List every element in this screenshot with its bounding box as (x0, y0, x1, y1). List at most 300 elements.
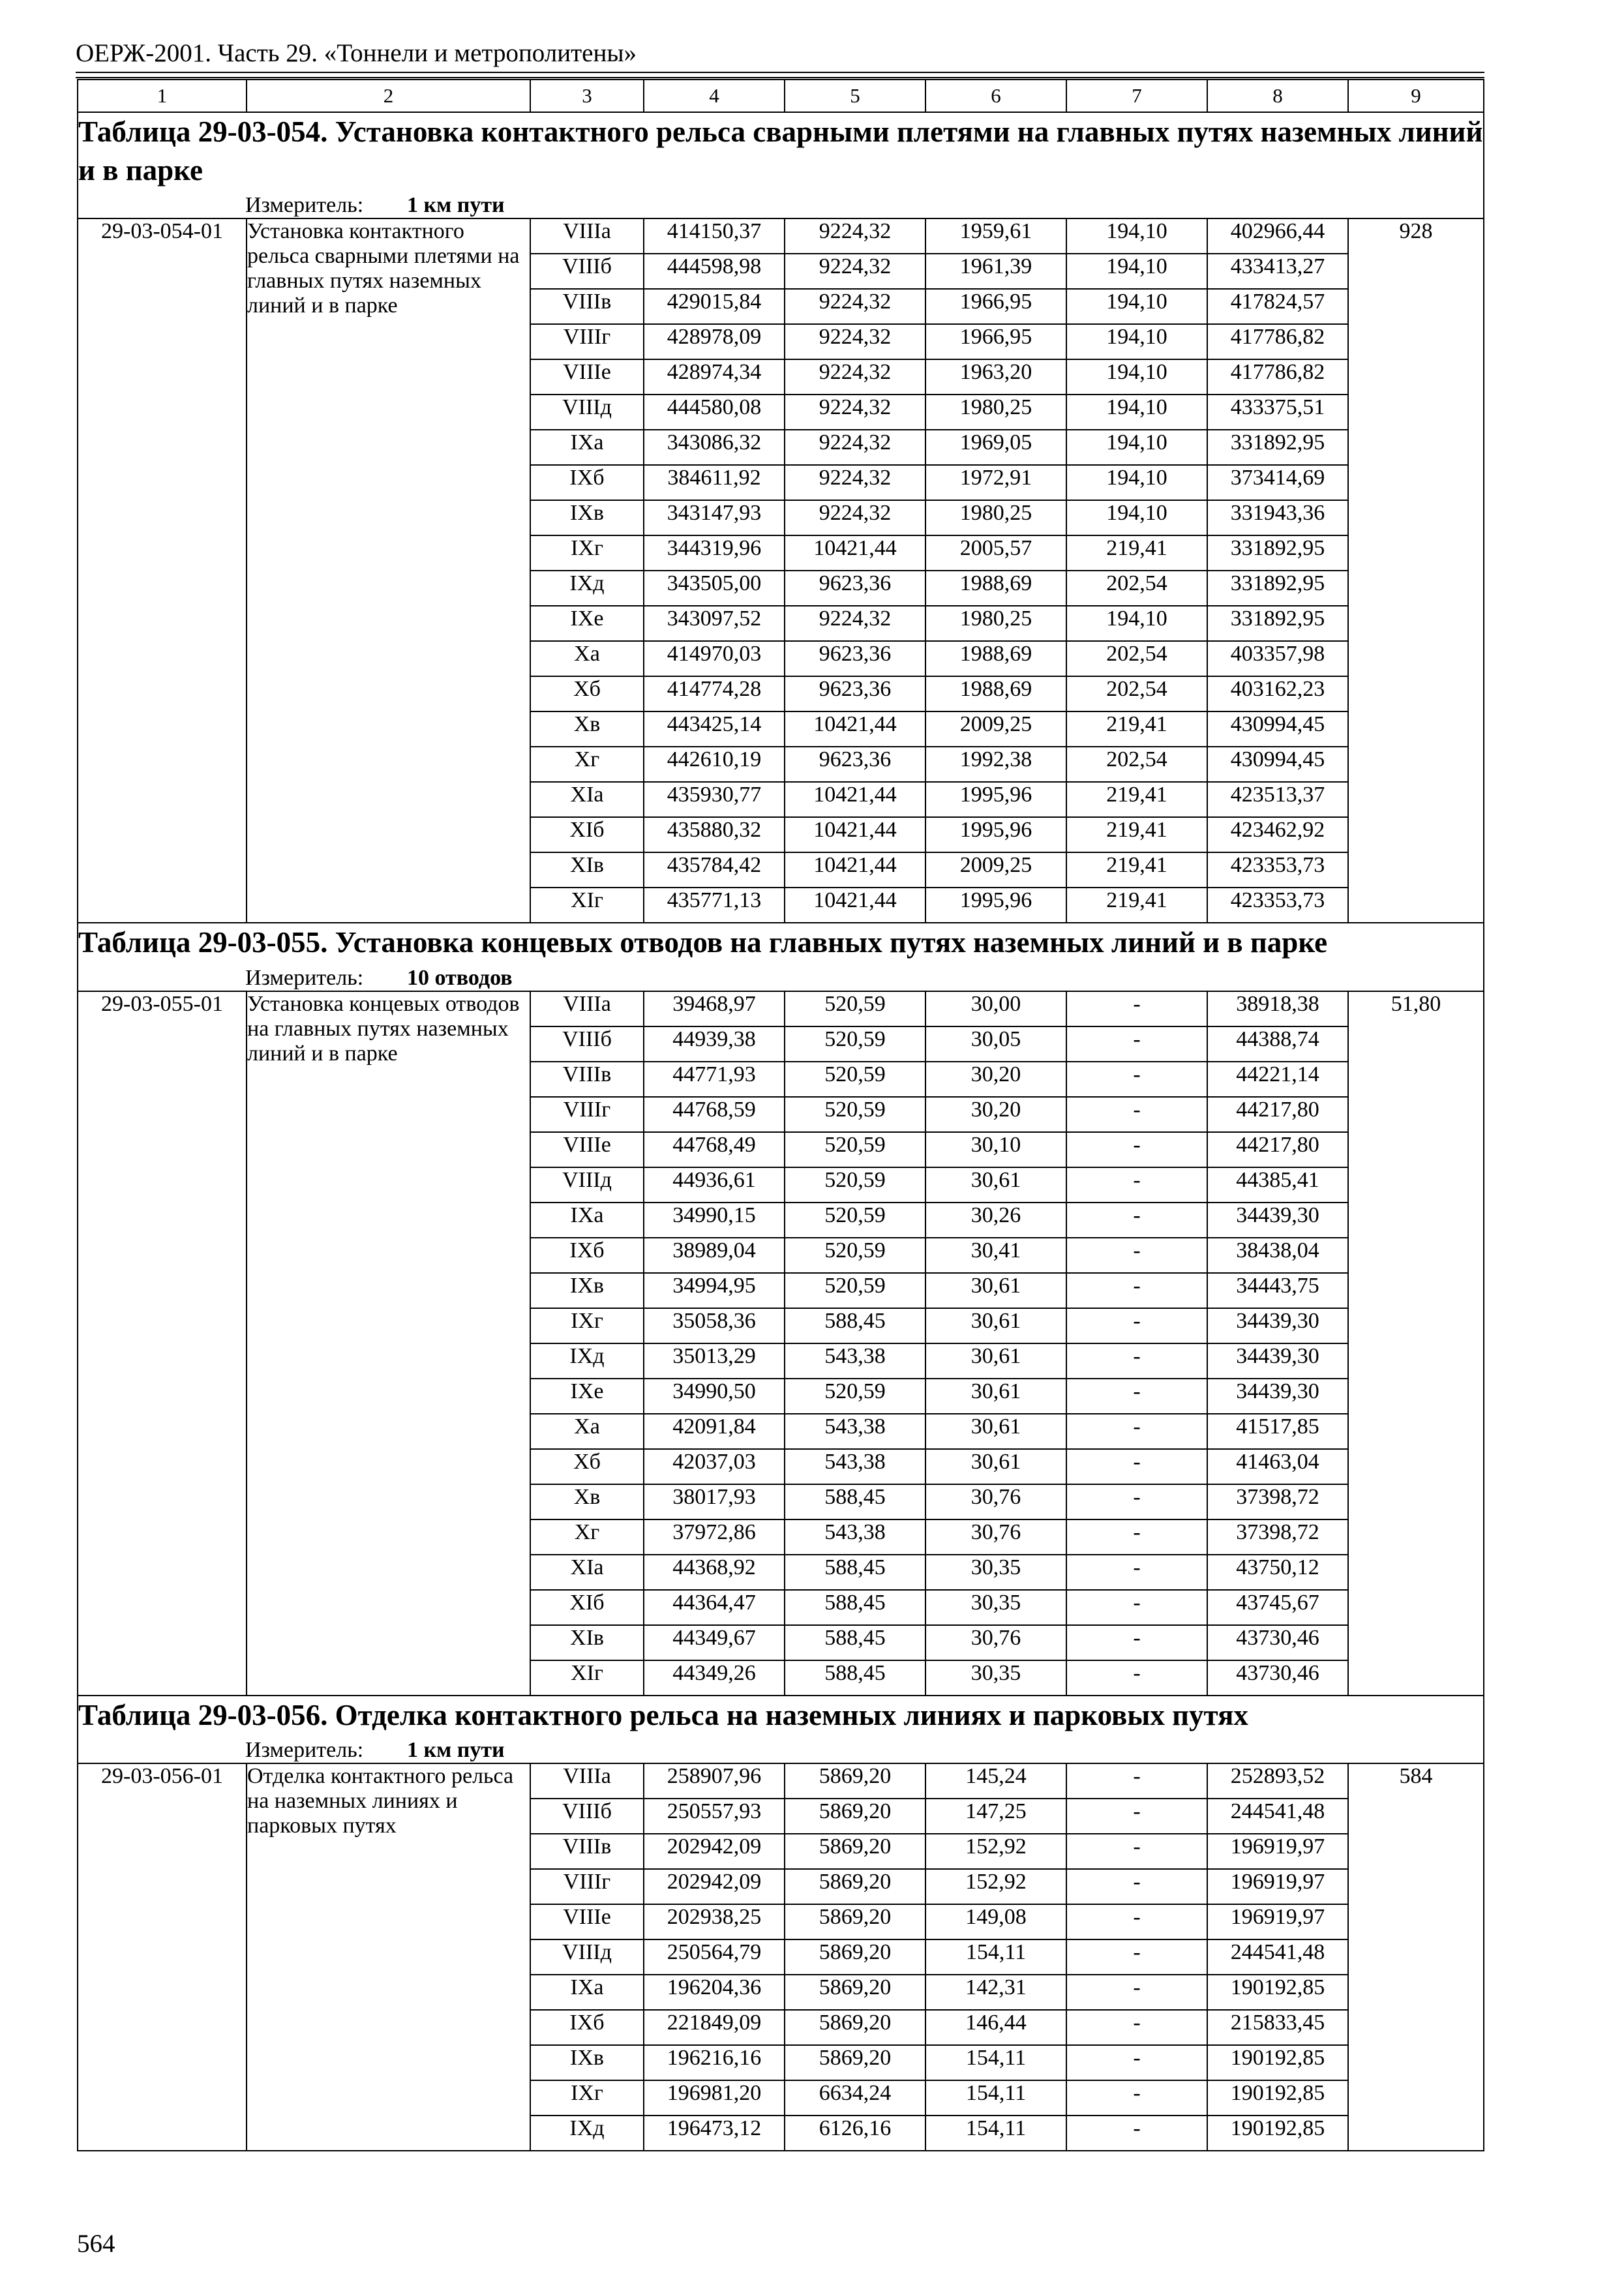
header-rule (76, 72, 1484, 73)
zone-cell: XIг (530, 1660, 644, 1696)
zone-cell: VIIIе (530, 359, 644, 395)
table-section-title-row (78, 1696, 1484, 1764)
measure-value: 10 отводов (407, 965, 513, 990)
machine-cost-cell: 154,11 (925, 2116, 1066, 2151)
labor-cost-cell: 10421,44 (785, 888, 925, 923)
driver-wage-cell: - (1066, 1062, 1207, 1097)
direct-cost-cell: 258907,96 (644, 1763, 785, 1799)
direct-cost-cell: 414150,37 (644, 218, 785, 254)
zone-cell: VIIIб (530, 1026, 644, 1062)
machine-cost-cell: 145,24 (925, 1763, 1066, 1799)
direct-cost-cell: 435880,32 (644, 817, 785, 852)
material-cost-cell: 44388,74 (1207, 1026, 1348, 1062)
labor-cost-cell: 5869,20 (785, 1904, 925, 1939)
machine-cost-cell: 154,11 (925, 2080, 1066, 2116)
machine-cost-cell: 152,92 (925, 1834, 1066, 1869)
zone-cell: Xв (530, 1484, 644, 1519)
material-cost-cell: 43750,12 (1207, 1555, 1348, 1590)
machine-cost-cell: 1966,95 (925, 324, 1066, 359)
driver-wage-cell: 219,41 (1066, 711, 1207, 747)
labor-cost-cell: 5869,20 (785, 1869, 925, 1904)
table-section-header (78, 1696, 1484, 1764)
zone-cell: XIг (530, 888, 644, 923)
material-cost-cell: 331892,95 (1207, 606, 1348, 641)
rates-table (77, 79, 1484, 2151)
direct-cost-cell: 34990,15 (644, 1203, 785, 1238)
zone-cell: VIIIе (530, 1904, 644, 1939)
machine-cost-cell: 30,61 (925, 1414, 1066, 1449)
machine-cost-cell: 154,11 (925, 2045, 1066, 2080)
direct-cost-cell: 442610,19 (644, 747, 785, 782)
direct-cost-cell: 35013,29 (644, 1343, 785, 1379)
measure-value: 1 км пути (407, 1738, 505, 1763)
driver-wage-cell: - (1066, 2045, 1207, 2080)
zone-cell: Xг (530, 747, 644, 782)
zone-cell: VIIIв (530, 1062, 644, 1097)
direct-cost-cell: 42091,84 (644, 1414, 785, 1449)
driver-wage-cell: - (1066, 991, 1207, 1026)
machine-cost-cell: 152,92 (925, 1869, 1066, 1904)
machine-cost-cell: 1969,05 (925, 430, 1066, 465)
direct-cost-cell: 44349,67 (644, 1625, 785, 1660)
direct-cost-cell: 250557,93 (644, 1799, 785, 1834)
driver-wage-cell: - (1066, 1343, 1207, 1379)
direct-cost-cell: 38989,04 (644, 1238, 785, 1273)
measure-label: Измеритель: (245, 965, 364, 990)
labor-cost-cell: 9623,36 (785, 571, 925, 606)
labor-cost-cell: 6634,24 (785, 2080, 925, 2116)
material-cost-cell: 430994,45 (1207, 747, 1348, 782)
column-number: 5 (785, 80, 925, 112)
direct-cost-cell: 196216,16 (644, 2045, 785, 2080)
zone-cell: XIа (530, 1555, 644, 1590)
labor-cost-cell: 543,38 (785, 1414, 925, 1449)
labor-cost-cell: 5869,20 (785, 1799, 925, 1834)
driver-wage-cell: - (1066, 1308, 1207, 1343)
direct-cost-cell: 37972,86 (644, 1519, 785, 1555)
labor-cost-cell: 520,59 (785, 1167, 925, 1203)
zone-cell: VIIIа (530, 991, 644, 1026)
machine-cost-cell: 1972,91 (925, 465, 1066, 500)
driver-wage-cell: - (1066, 2010, 1207, 2045)
zone-cell: VIIIд (530, 1939, 644, 1975)
direct-cost-cell: 44939,38 (644, 1026, 785, 1062)
material-cost-cell: 403357,98 (1207, 641, 1348, 676)
zone-cell: VIIIа (530, 218, 644, 254)
direct-cost-cell: 34994,95 (644, 1273, 785, 1308)
driver-wage-cell: - (1066, 1799, 1207, 1834)
labor-cost-cell: 543,38 (785, 1343, 925, 1379)
measure-label: Измеритель: (245, 1738, 364, 1763)
material-cost-cell: 37398,72 (1207, 1484, 1348, 1519)
direct-cost-cell: 435771,13 (644, 888, 785, 923)
machine-cost-cell: 30,61 (925, 1343, 1066, 1379)
measure-line (78, 966, 1483, 991)
machine-cost-cell: 2009,25 (925, 852, 1066, 888)
labor-cost-cell: 5869,20 (785, 1834, 925, 1869)
machine-cost-cell: 30,61 (925, 1449, 1066, 1484)
direct-cost-cell: 435930,77 (644, 782, 785, 817)
direct-cost-cell: 384611,92 (644, 465, 785, 500)
labor-cost-cell: 520,59 (785, 1203, 925, 1238)
material-cost-cell: 244541,48 (1207, 1939, 1348, 1975)
machine-cost-cell: 154,11 (925, 1939, 1066, 1975)
material-cost-cell: 215833,45 (1207, 2010, 1348, 2045)
material-cost-cell: 34439,30 (1207, 1343, 1348, 1379)
machine-cost-cell: 30,20 (925, 1062, 1066, 1097)
machine-cost-cell: 30,61 (925, 1379, 1066, 1414)
driver-wage-cell: - (1066, 1590, 1207, 1625)
zone-cell: VIIIе (530, 1132, 644, 1167)
direct-cost-cell: 35058,36 (644, 1308, 785, 1343)
driver-wage-cell: 219,41 (1066, 817, 1207, 852)
zone-cell: IXд (530, 2116, 644, 2151)
labor-cost-cell: 543,38 (785, 1519, 925, 1555)
direct-cost-cell: 38017,93 (644, 1484, 785, 1519)
machine-cost-cell: 142,31 (925, 1975, 1066, 2010)
labor-cost-cell: 9224,32 (785, 395, 925, 430)
labor-cost-cell: 520,59 (785, 1097, 925, 1132)
work-description: Установка контактного рельса сварными плетями на главных путях наземных линий и в парке (247, 218, 530, 923)
labor-cost-cell: 9224,32 (785, 430, 925, 465)
zone-cell: IXд (530, 571, 644, 606)
labor-cost-cell: 9224,32 (785, 606, 925, 641)
driver-wage-cell: - (1066, 1904, 1207, 1939)
driver-wage-cell: - (1066, 2116, 1207, 2151)
labor-cost-cell: 588,45 (785, 1660, 925, 1696)
zone-cell: IXб (530, 2010, 644, 2045)
machine-cost-cell: 1966,95 (925, 289, 1066, 324)
labor-cost-cell: 520,59 (785, 1273, 925, 1308)
rate-code: 29-03-054-01 (78, 218, 247, 923)
zone-cell: IXб (530, 465, 644, 500)
labor-cost-cell: 10421,44 (785, 535, 925, 571)
zone-cell: IXе (530, 606, 644, 641)
zone-cell: Xа (530, 1414, 644, 1449)
driver-wage-cell: - (1066, 1869, 1207, 1904)
material-cost-cell: 34439,30 (1207, 1203, 1348, 1238)
labor-hours-cell: 51,80 (1348, 991, 1484, 1696)
direct-cost-cell: 444598,98 (644, 254, 785, 289)
material-cost-cell: 190192,85 (1207, 2045, 1348, 2080)
driver-wage-cell: 194,10 (1066, 359, 1207, 395)
zone-cell: IXа (530, 430, 644, 465)
driver-wage-cell: - (1066, 1414, 1207, 1449)
machine-cost-cell: 30,20 (925, 1097, 1066, 1132)
direct-cost-cell: 344319,96 (644, 535, 785, 571)
machine-cost-cell: 149,08 (925, 1904, 1066, 1939)
direct-cost-cell: 44768,59 (644, 1097, 785, 1132)
direct-cost-cell: 414970,03 (644, 641, 785, 676)
driver-wage-cell: - (1066, 1026, 1207, 1062)
page-number: 564 (77, 2230, 115, 2258)
zone-cell: IXв (530, 500, 644, 535)
driver-wage-cell: - (1066, 1484, 1207, 1519)
driver-wage-cell: - (1066, 2080, 1207, 2116)
driver-wage-cell: - (1066, 1167, 1207, 1203)
direct-cost-cell: 428974,34 (644, 359, 785, 395)
material-cost-cell: 190192,85 (1207, 1975, 1348, 2010)
machine-cost-cell: 30,61 (925, 1308, 1066, 1343)
direct-cost-cell: 44768,49 (644, 1132, 785, 1167)
labor-cost-cell: 5869,20 (785, 2045, 925, 2080)
table-row (78, 218, 1484, 254)
driver-wage-cell: 194,10 (1066, 395, 1207, 430)
direct-cost-cell: 44936,61 (644, 1167, 785, 1203)
zone-cell: IXа (530, 1203, 644, 1238)
direct-cost-cell: 34990,50 (644, 1379, 785, 1414)
zone-cell: VIIIб (530, 254, 644, 289)
direct-cost-cell: 343086,32 (644, 430, 785, 465)
machine-cost-cell: 1988,69 (925, 571, 1066, 606)
direct-cost-cell: 444580,08 (644, 395, 785, 430)
column-number-row (78, 80, 1484, 112)
material-cost-cell: 244541,48 (1207, 1799, 1348, 1834)
zone-cell: VIIIг (530, 324, 644, 359)
driver-wage-cell: 202,54 (1066, 641, 1207, 676)
labor-cost-cell: 5869,20 (785, 1975, 925, 2010)
driver-wage-cell: - (1066, 1555, 1207, 1590)
zone-cell: VIIIг (530, 1869, 644, 1904)
machine-cost-cell: 1963,20 (925, 359, 1066, 395)
material-cost-cell: 43730,46 (1207, 1625, 1348, 1660)
zone-cell: IXв (530, 2045, 644, 2080)
driver-wage-cell: 202,54 (1066, 676, 1207, 711)
direct-cost-cell: 44771,93 (644, 1062, 785, 1097)
direct-cost-cell: 42037,03 (644, 1449, 785, 1484)
labor-cost-cell: 520,59 (785, 1379, 925, 1414)
driver-wage-cell: - (1066, 1379, 1207, 1414)
material-cost-cell: 373414,69 (1207, 465, 1348, 500)
labor-cost-cell: 520,59 (785, 1132, 925, 1167)
machine-cost-cell: 30,35 (925, 1590, 1066, 1625)
labor-hours-cell: 928 (1348, 218, 1484, 923)
driver-wage-cell: 194,10 (1066, 218, 1207, 254)
driver-wage-cell: - (1066, 1273, 1207, 1308)
machine-cost-cell: 1995,96 (925, 782, 1066, 817)
labor-cost-cell: 9224,32 (785, 289, 925, 324)
column-number: 9 (1348, 80, 1484, 112)
material-cost-cell: 423462,92 (1207, 817, 1348, 852)
measure-line (78, 1738, 1483, 1763)
driver-wage-cell: 194,10 (1066, 430, 1207, 465)
material-cost-cell: 331943,36 (1207, 500, 1348, 535)
labor-cost-cell: 9224,32 (785, 218, 925, 254)
labor-cost-cell: 9623,36 (785, 747, 925, 782)
material-cost-cell: 331892,95 (1207, 571, 1348, 606)
table-section-title-row (78, 112, 1484, 218)
driver-wage-cell: - (1066, 1449, 1207, 1484)
machine-cost-cell: 1988,69 (925, 676, 1066, 711)
labor-cost-cell: 5869,20 (785, 1939, 925, 1975)
machine-cost-cell: 1995,96 (925, 888, 1066, 923)
driver-wage-cell: 194,10 (1066, 289, 1207, 324)
labor-cost-cell: 543,38 (785, 1449, 925, 1484)
table-row (78, 991, 1484, 1026)
material-cost-cell: 44217,80 (1207, 1132, 1348, 1167)
page-header: ОЕРЖ-2001. Часть 29. «Тоннели и метрополитены» (76, 39, 637, 67)
direct-cost-cell: 429015,84 (644, 289, 785, 324)
driver-wage-cell: 219,41 (1066, 535, 1207, 571)
labor-cost-cell: 588,45 (785, 1308, 925, 1343)
labor-cost-cell: 10421,44 (785, 852, 925, 888)
zone-cell: VIIIг (530, 1097, 644, 1132)
machine-cost-cell: 30,10 (925, 1132, 1066, 1167)
material-cost-cell: 34439,30 (1207, 1379, 1348, 1414)
material-cost-cell: 41463,04 (1207, 1449, 1348, 1484)
driver-wage-cell: - (1066, 1203, 1207, 1238)
direct-cost-cell: 196204,36 (644, 1975, 785, 2010)
zone-cell: Xв (530, 711, 644, 747)
direct-cost-cell: 196981,20 (644, 2080, 785, 2116)
machine-cost-cell: 30,35 (925, 1660, 1066, 1696)
driver-wage-cell: - (1066, 1975, 1207, 2010)
direct-cost-cell: 202942,09 (644, 1834, 785, 1869)
direct-cost-cell: 250564,79 (644, 1939, 785, 1975)
table-section-header (78, 923, 1484, 991)
column-number: 7 (1066, 80, 1207, 112)
labor-cost-cell: 588,45 (785, 1555, 925, 1590)
material-cost-cell: 44221,14 (1207, 1062, 1348, 1097)
direct-cost-cell: 414774,28 (644, 676, 785, 711)
material-cost-cell: 403162,23 (1207, 676, 1348, 711)
direct-cost-cell: 343147,93 (644, 500, 785, 535)
zone-cell: XIв (530, 852, 644, 888)
column-number: 4 (644, 80, 785, 112)
material-cost-cell: 43745,67 (1207, 1590, 1348, 1625)
zone-cell: VIIIд (530, 395, 644, 430)
labor-cost-cell: 5869,20 (785, 2010, 925, 2045)
machine-cost-cell: 30,76 (925, 1484, 1066, 1519)
driver-wage-cell: - (1066, 1939, 1207, 1975)
zone-cell: XIв (530, 1625, 644, 1660)
driver-wage-cell: 219,41 (1066, 782, 1207, 817)
material-cost-cell: 43730,46 (1207, 1660, 1348, 1696)
direct-cost-cell: 343097,52 (644, 606, 785, 641)
labor-cost-cell: 588,45 (785, 1625, 925, 1660)
direct-cost-cell: 343505,00 (644, 571, 785, 606)
material-cost-cell: 252893,52 (1207, 1763, 1348, 1799)
material-cost-cell: 423513,37 (1207, 782, 1348, 817)
zone-cell: VIIIв (530, 1834, 644, 1869)
table-title: Таблица 29-03-055. Установка концевых отводов на главных путях наземных линий и в парке (78, 926, 1328, 959)
zone-cell: Xа (530, 641, 644, 676)
rate-code: 29-03-056-01 (78, 1763, 247, 2151)
driver-wage-cell: 194,10 (1066, 500, 1207, 535)
machine-cost-cell: 1980,25 (925, 395, 1066, 430)
machine-cost-cell: 1961,39 (925, 254, 1066, 289)
machine-cost-cell: 30,35 (925, 1555, 1066, 1590)
measure-line (78, 193, 1483, 218)
labor-cost-cell: 9623,36 (785, 676, 925, 711)
material-cost-cell: 37398,72 (1207, 1519, 1348, 1555)
driver-wage-cell: - (1066, 1625, 1207, 1660)
material-cost-cell: 423353,73 (1207, 888, 1348, 923)
driver-wage-cell: - (1066, 1132, 1207, 1167)
material-cost-cell: 44385,41 (1207, 1167, 1348, 1203)
zone-cell: IXг (530, 2080, 644, 2116)
zone-cell: VIIIб (530, 1799, 644, 1834)
material-cost-cell: 433375,51 (1207, 395, 1348, 430)
driver-wage-cell: 194,10 (1066, 324, 1207, 359)
zone-cell: IXв (530, 1273, 644, 1308)
zone-cell: XIб (530, 817, 644, 852)
labor-hours-cell: 584 (1348, 1763, 1484, 2151)
material-cost-cell: 34439,30 (1207, 1308, 1348, 1343)
driver-wage-cell: - (1066, 1238, 1207, 1273)
zone-cell: IXб (530, 1238, 644, 1273)
zone-cell: IXа (530, 1975, 644, 2010)
machine-cost-cell: 1980,25 (925, 500, 1066, 535)
machine-cost-cell: 30,61 (925, 1273, 1066, 1308)
machine-cost-cell: 30,00 (925, 991, 1066, 1026)
driver-wage-cell: 219,41 (1066, 852, 1207, 888)
direct-cost-cell: 443425,14 (644, 711, 785, 747)
direct-cost-cell: 202942,09 (644, 1869, 785, 1904)
zone-cell: IXг (530, 1308, 644, 1343)
direct-cost-cell: 202938,25 (644, 1904, 785, 1939)
material-cost-cell: 331892,95 (1207, 535, 1348, 571)
machine-cost-cell: 1995,96 (925, 817, 1066, 852)
work-description: Отделка контактного рельса на наземных линиях и парковых путях (247, 1763, 530, 2151)
material-cost-cell: 190192,85 (1207, 2116, 1348, 2151)
material-cost-cell: 430994,45 (1207, 711, 1348, 747)
material-cost-cell: 196919,97 (1207, 1834, 1348, 1869)
machine-cost-cell: 147,25 (925, 1799, 1066, 1834)
material-cost-cell: 190192,85 (1207, 2080, 1348, 2116)
material-cost-cell: 34443,75 (1207, 1273, 1348, 1308)
zone-cell: VIIIв (530, 289, 644, 324)
machine-cost-cell: 1980,25 (925, 606, 1066, 641)
column-number: 8 (1207, 80, 1348, 112)
zone-cell: Xб (530, 676, 644, 711)
machine-cost-cell: 30,05 (925, 1026, 1066, 1062)
direct-cost-cell: 428978,09 (644, 324, 785, 359)
material-cost-cell: 41517,85 (1207, 1414, 1348, 1449)
driver-wage-cell: 194,10 (1066, 606, 1207, 641)
column-number: 6 (925, 80, 1066, 112)
machine-cost-cell: 30,26 (925, 1203, 1066, 1238)
labor-cost-cell: 10421,44 (785, 817, 925, 852)
machine-cost-cell: 30,61 (925, 1167, 1066, 1203)
table-section-header (78, 112, 1484, 218)
machine-cost-cell: 1992,38 (925, 747, 1066, 782)
driver-wage-cell: 194,10 (1066, 254, 1207, 289)
zone-cell: IXе (530, 1379, 644, 1414)
header-rule (76, 77, 1484, 78)
driver-wage-cell: 194,10 (1066, 465, 1207, 500)
labor-cost-cell: 520,59 (785, 1238, 925, 1273)
machine-cost-cell: 1988,69 (925, 641, 1066, 676)
direct-cost-cell: 435784,42 (644, 852, 785, 888)
material-cost-cell: 38438,04 (1207, 1238, 1348, 1273)
driver-wage-cell: - (1066, 1519, 1207, 1555)
table-row (78, 1763, 1484, 1799)
direct-cost-cell: 44349,26 (644, 1660, 785, 1696)
labor-cost-cell: 6126,16 (785, 2116, 925, 2151)
table-title: Таблица 29-03-056. Отделка контактного рельса на наземных линиях и парковых путях (78, 1698, 1248, 1731)
material-cost-cell: 417786,82 (1207, 324, 1348, 359)
machine-cost-cell: 30,76 (925, 1625, 1066, 1660)
driver-wage-cell: 202,54 (1066, 571, 1207, 606)
labor-cost-cell: 10421,44 (785, 782, 925, 817)
driver-wage-cell: - (1066, 1660, 1207, 1696)
labor-cost-cell: 9224,32 (785, 324, 925, 359)
zone-cell: IXд (530, 1343, 644, 1379)
direct-cost-cell: 221849,09 (644, 2010, 785, 2045)
direct-cost-cell: 44368,92 (644, 1555, 785, 1590)
labor-cost-cell: 10421,44 (785, 711, 925, 747)
